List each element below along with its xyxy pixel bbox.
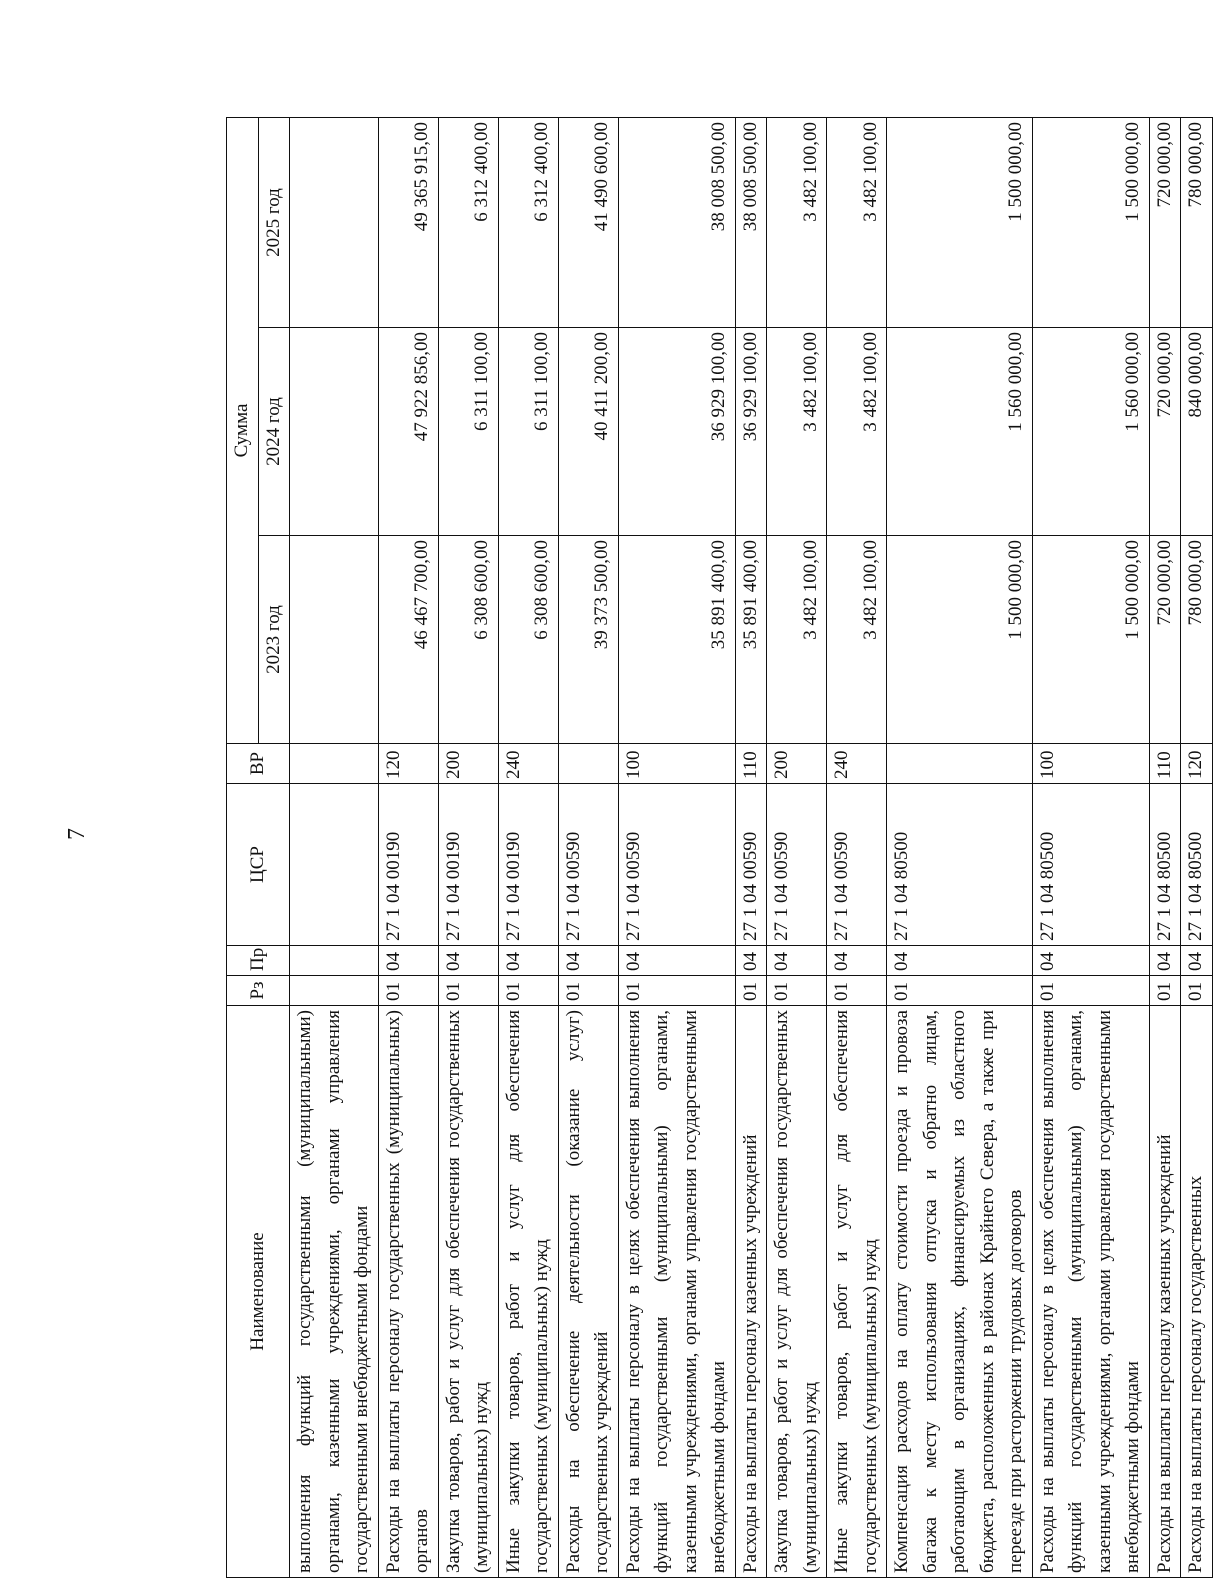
cell-rz: 01 [378, 976, 438, 1006]
cell-2025: 3 482 100,00 [827, 118, 887, 328]
table-row [1181, 118, 1213, 1578]
header-2025: 2025 год [258, 118, 290, 328]
cell-2023: 35 891 400,00 [618, 536, 735, 744]
cell-csr: 27 1 04 00590 [827, 784, 887, 946]
cell-2025: 3 482 100,00 [767, 118, 827, 328]
cell-name: Иные закупки товаров, работ и услуг для обеспечения государственных (муниципальных) нужд [498, 1006, 558, 1578]
cell-2023: 3 482 100,00 [767, 536, 827, 744]
cell-rz: 01 [767, 976, 827, 1006]
cell-rz [290, 976, 379, 1006]
cell-name: Закупка товаров, работ и услуг для обеспечения государственных (муниципальных) нужд [438, 1006, 498, 1578]
cell-csr: 27 1 04 00590 [767, 784, 827, 946]
cell-vr: 240 [498, 744, 558, 784]
cell-vr: 200 [767, 744, 827, 784]
cell-csr: 27 1 04 00190 [498, 784, 558, 946]
cell-csr: 27 1 04 80500 [1149, 784, 1181, 946]
cell-csr: 27 1 04 00590 [735, 784, 767, 946]
cell-2025: 38 008 500,00 [618, 118, 735, 328]
cell-name: Иные закупки товаров, работ и услуг для обеспечения государственных (муниципальных) нужд [827, 1006, 887, 1578]
cell-vr [887, 744, 1033, 784]
table-row [498, 118, 558, 1578]
cell-2023: 35 891 400,00 [735, 536, 767, 744]
cell-name: выполнения функций государственными (муниципальными) органами, казенными учреждениями, органами управления государственными внебюджетными фондами [290, 1006, 379, 1578]
cell-2023: 780 000,00 [1181, 536, 1213, 744]
header-sum: Сумма [227, 118, 259, 744]
cell-name: Расходы на обеспечение деятельности (оказание услуг) государственных учреждений [558, 1006, 618, 1578]
cell-pr: 04 [887, 946, 1033, 976]
cell-pr: 04 [767, 946, 827, 976]
header-name: Наименование [227, 1006, 290, 1578]
cell-pr: 04 [558, 946, 618, 976]
cell-pr: 04 [378, 946, 438, 976]
cell-pr: 04 [735, 946, 767, 976]
cell-2024 [290, 328, 379, 536]
cell-2024: 6 311 100,00 [438, 328, 498, 536]
cell-vr [558, 744, 618, 784]
header-rz: Рз [227, 976, 290, 1006]
cell-csr: 27 1 04 00590 [618, 784, 735, 946]
cell-csr: 27 1 04 80500 [1181, 784, 1213, 946]
cell-2025: 6 312 400,00 [438, 118, 498, 328]
cell-rz: 01 [558, 976, 618, 1006]
header-2024: 2024 год [258, 328, 290, 536]
cell-2025: 38 008 500,00 [735, 118, 767, 328]
header-row-1 [227, 118, 259, 1578]
cell-2025: 41 490 600,00 [558, 118, 618, 328]
cell-pr: 04 [1181, 946, 1213, 976]
cell-2023 [290, 536, 379, 744]
cell-2025: 49 365 915,00 [378, 118, 438, 328]
table-row [767, 118, 827, 1578]
cell-name: Расходы на выплаты персоналу казенных учреждений [1149, 1006, 1181, 1578]
cell-rz: 01 [438, 976, 498, 1006]
table-row [290, 118, 379, 1578]
cell-name: Расходы на выплаты персоналу государственных (муниципальных) органов [378, 1006, 438, 1578]
cell-rz: 01 [1149, 976, 1181, 1006]
cell-vr: 100 [1032, 744, 1149, 784]
cell-name: Расходы на выплаты персоналу в целях обеспечения выполнения функций государственными (муниципальными) органами, казенными учреждениями, органами управления государственными внебюджетными фондами [618, 1006, 735, 1578]
cell-csr: 27 1 04 80500 [887, 784, 1033, 946]
table-body [290, 118, 1213, 1578]
table-row [378, 118, 438, 1578]
cell-vr: 240 [827, 744, 887, 784]
budget-table [226, 117, 1213, 1578]
cell-2025: 6 312 400,00 [498, 118, 558, 328]
cell-2023: 39 373 500,00 [558, 536, 618, 744]
cell-2023: 46 467 700,00 [378, 536, 438, 744]
table-row [1032, 118, 1149, 1578]
table-row [618, 118, 735, 1578]
cell-2024: 47 922 856,00 [378, 328, 438, 536]
cell-vr: 120 [378, 744, 438, 784]
cell-rz: 01 [735, 976, 767, 1006]
cell-rz: 01 [827, 976, 887, 1006]
cell-pr: 04 [1149, 946, 1181, 976]
header-csr: ЦСР [227, 784, 290, 946]
cell-2024: 1 560 000,00 [1032, 328, 1149, 536]
cell-vr: 110 [1149, 744, 1181, 784]
cell-2024: 36 929 100,00 [618, 328, 735, 536]
cell-pr: 04 [498, 946, 558, 976]
cell-2023: 3 482 100,00 [827, 536, 887, 744]
cell-2025: 720 000,00 [1149, 118, 1181, 328]
cell-pr: 04 [438, 946, 498, 976]
header-pr: Пр [227, 946, 290, 976]
cell-rz: 01 [887, 976, 1033, 1006]
cell-name: Закупка товаров, работ и услуг для обеспечения государственных (муниципальных) нужд [767, 1006, 827, 1578]
cell-2025 [290, 118, 379, 328]
cell-vr [290, 744, 379, 784]
cell-2023: 6 308 600,00 [438, 536, 498, 744]
cell-pr [290, 946, 379, 976]
cell-2025: 1 500 000,00 [1032, 118, 1149, 328]
cell-rz: 01 [498, 976, 558, 1006]
cell-2024: 3 482 100,00 [767, 328, 827, 536]
cell-name: Расходы на выплаты персоналу казенных учреждений [735, 1006, 767, 1578]
cell-2023: 1 500 000,00 [1032, 536, 1149, 744]
cell-2025: 1 500 000,00 [887, 118, 1033, 328]
table-row [887, 118, 1033, 1578]
cell-2024: 720 000,00 [1149, 328, 1181, 536]
cell-rz: 01 [1032, 976, 1149, 1006]
cell-2023: 6 308 600,00 [498, 536, 558, 744]
header-vr: ВР [227, 744, 290, 784]
table-row [438, 118, 498, 1578]
table-row [558, 118, 618, 1578]
cell-pr: 04 [1032, 946, 1149, 976]
cell-2023: 720 000,00 [1149, 536, 1181, 744]
table-row [1149, 118, 1181, 1578]
cell-csr: 27 1 04 00190 [438, 784, 498, 946]
cell-csr: 27 1 04 00590 [558, 784, 618, 946]
cell-name: Расходы на выплаты персоналу государственных [1181, 1006, 1213, 1578]
cell-2024: 3 482 100,00 [827, 328, 887, 536]
cell-vr: 100 [618, 744, 735, 784]
table-row [735, 118, 767, 1578]
cell-2024: 36 929 100,00 [735, 328, 767, 536]
cell-vr: 200 [438, 744, 498, 784]
cell-name: Расходы на выплаты персоналу в целях обеспечения выполнения функций государственными (муниципальными) органами, казенными учреждениями, органами управления государственными внебюджетными фондами [1032, 1006, 1149, 1578]
cell-2023: 1 500 000,00 [887, 536, 1033, 744]
cell-2024: 1 560 000,00 [887, 328, 1033, 536]
cell-pr: 04 [827, 946, 887, 976]
page-number: 7 [64, 828, 90, 840]
cell-2025: 780 000,00 [1181, 118, 1213, 328]
cell-rz: 01 [1181, 976, 1213, 1006]
cell-2024: 6 311 100,00 [498, 328, 558, 536]
cell-vr: 120 [1181, 744, 1213, 784]
cell-csr [290, 784, 379, 946]
cell-csr: 27 1 04 00190 [378, 784, 438, 946]
cell-csr: 27 1 04 80500 [1032, 784, 1149, 946]
table-row [827, 118, 887, 1578]
cell-2024: 840 000,00 [1181, 328, 1213, 536]
rotated-page-content [226, 118, 1206, 1578]
cell-vr: 110 [735, 744, 767, 784]
cell-2024: 40 411 200,00 [558, 328, 618, 536]
cell-rz: 01 [618, 976, 735, 1006]
cell-name: Компенсация расходов на оплату стоимости проезда и провоза багажа к месту использования отпуска и обратно лицам, работающим в организациях, финансируемых из областного бюджета, расположенных в районах Крайнего Севера, а также при переезде при расторжении трудовых договоров [887, 1006, 1033, 1578]
header-2023: 2023 год [258, 536, 290, 744]
cell-pr: 04 [618, 946, 735, 976]
